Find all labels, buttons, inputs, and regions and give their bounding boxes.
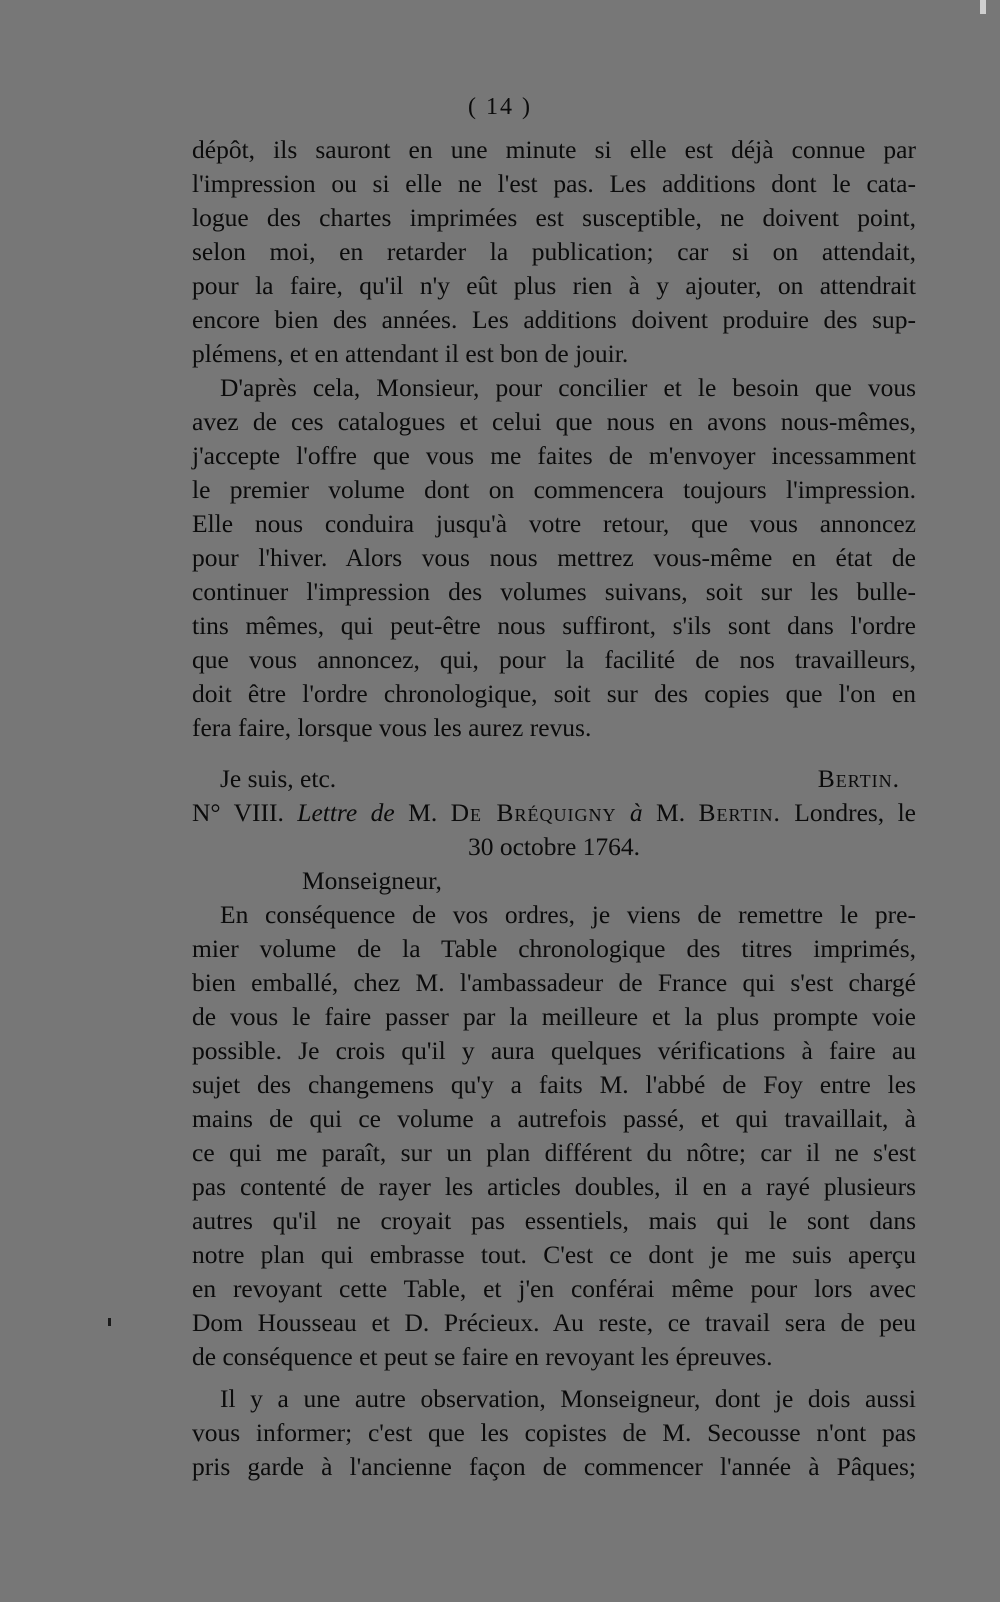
text-line: autres qu'il ne croyait pas essentiels, mais qui le sont dans (192, 1206, 916, 1235)
margin-mark (108, 1318, 111, 1326)
letter-label: Lettre de (297, 798, 395, 827)
text-line: ce qui me paraît, sur un plan différent du nôtre; car il ne s'est (192, 1138, 916, 1167)
text-line: j'accepte l'offre que vous me faites de m'envoyer incessamment (192, 441, 916, 470)
text-line: D'après cela, Monsieur, pour concilier et le besoin que vous (220, 373, 916, 402)
letter-place: Londres, le (794, 798, 917, 827)
text-line: doit être l'ordre chronologique, soit sur des copies que l'on en (192, 679, 916, 708)
text-line: encore bien des années. Les additions doivent produire des sup- (192, 305, 916, 334)
text-line: Il y a une autre observation, Monseigneur, dont je dois aussi (220, 1384, 916, 1413)
sender-name: De Bréquigny (450, 798, 617, 827)
text-line: mains de qui ce volume a autrefois passé, et qui travaillait, à (192, 1104, 916, 1133)
text-line: pris garde à l'ancienne façon de commencer l'année à Pâques; (192, 1452, 916, 1481)
text-line: pour la faire, qu'il n'y eût plus rien à y ajouter, on attendrait (192, 271, 916, 300)
text-line: pour l'hiver. Alors vous nous mettrez vous-même en état de (192, 543, 916, 572)
text-line: continuer l'impression des volumes suivans, soit sur les bulle- (192, 577, 916, 606)
text-line: de vous le faire passer par la meilleure et la plus prompte voie (192, 1002, 916, 1031)
text-line: le premier volume dont on commencera toujours l'impression. (192, 475, 916, 504)
recipient-name: Bertin. (698, 798, 781, 827)
text-line: l'impression ou si elle ne l'est pas. Les additions dont le cata- (192, 169, 916, 198)
text-line: en revoyant cette Table, et j'en conférai même pour lors avec (192, 1274, 916, 1303)
signature: Bertin. (817, 764, 900, 793)
text-line: sujet des changemens qu'y a faits M. l'abbé de Foy entre les (192, 1070, 916, 1099)
text-line: Dom Housseau et D. Précieux. Au reste, ce travail sera de peu (192, 1308, 916, 1337)
text-line: tins mêmes, qui peut-être nous suffiront, s'ils sont dans l'ordre (192, 611, 916, 640)
corner-mark (980, 0, 986, 14)
text-line: plémens, et en attendant il est bon de jouir. (192, 339, 629, 368)
page-number: ( 14 ) (468, 94, 532, 120)
to-word: à (629, 798, 643, 827)
text-line: En conséquence de vos ordres, je viens de remettre le pre- (220, 900, 916, 929)
closing-text: Je suis, etc. (220, 764, 337, 793)
text-line: possible. Je crois qu'il y aura quelques vérifications à faire au (192, 1036, 916, 1065)
text-line: que vous annoncez, qui, pour la facilité de nos travailleurs, (192, 645, 916, 674)
letter-date: 30 octobre 1764. (467, 832, 641, 861)
recipient-title: M. (656, 798, 686, 827)
text-line: dépôt, ils sauront en une minute si elle est déjà connue par (192, 135, 916, 164)
text-line: bien emballé, chez M. l'ambassadeur de France qui s'est chargé (192, 968, 916, 997)
text-line: selon moi, en retarder la publication; car si on attendait, (192, 237, 916, 266)
letter-closing (220, 762, 916, 796)
salutation: Monseigneur, (302, 866, 442, 895)
text-line: de conséquence et peut se faire en revoyant les épreuves. (192, 1342, 773, 1371)
text-line: logue des chartes imprimées est susceptible, ne doivent point, (192, 203, 916, 232)
text-line: pas contenté de rayer les articles doubles, il en a rayé plusieurs (192, 1172, 916, 1201)
text-line: Elle nous conduira jusqu'à votre retour, que vous annoncez (192, 509, 916, 538)
text-line: notre plan qui embrasse tout. C'est ce dont je me suis aperçu (192, 1240, 916, 1269)
text-line: vous informer; c'est que les copistes de M. Secousse n'ont pas (192, 1418, 916, 1447)
sender-title: M. (408, 798, 438, 827)
letter-number: N° VIII. (192, 798, 284, 827)
text-line: fera faire, lorsque vous les aurez revus. (192, 713, 592, 742)
letter-heading (192, 796, 916, 830)
text-line: mier volume de la Table chronologique des titres imprimés, (192, 934, 916, 963)
text-line: avez de ces catalogues et celui que nous en avons nous-mêmes, (192, 407, 916, 436)
